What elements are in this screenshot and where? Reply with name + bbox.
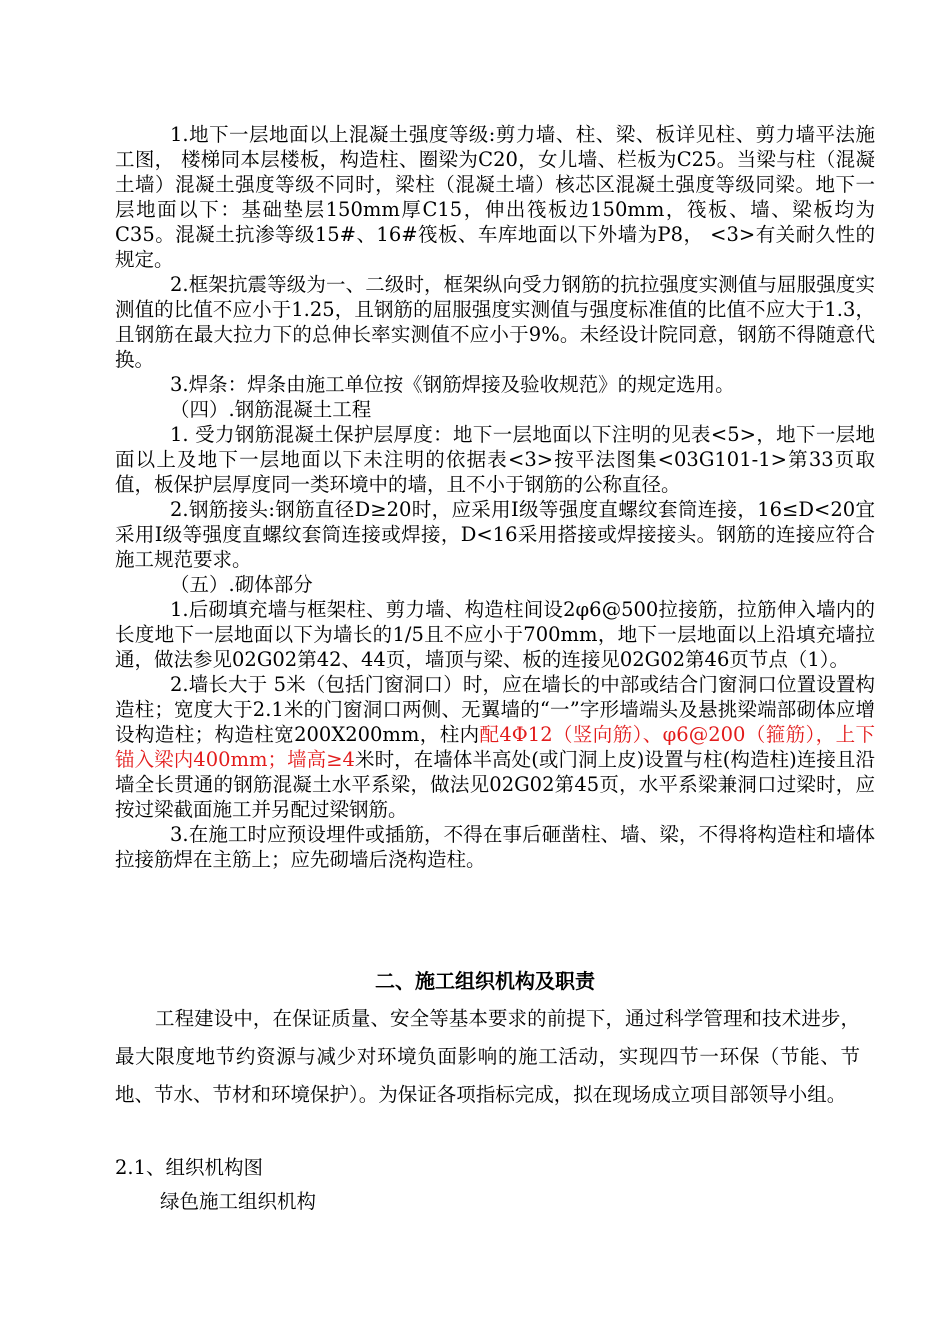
embedment-paragraph: 3.在施工时应预设埋件或插筋，不得在事后砸凿柱、墙、梁，不得将构造柱和墙体拉接筋焊在主筋上；应先砌墙后浇构造柱。 — [115, 823, 875, 871]
highlighted-rebar-spec: 配4Φ12（竖向筋）、φ6@200（箍筋），上下锚入梁内400mm；墙高≥4 — [115, 723, 875, 771]
construction-column-paragraph — [115, 672, 875, 822]
section-title: 二、施工组织机构及职责 — [375, 969, 595, 993]
organization-body: 工程建设中，在保证质量、安全等基本要求的前提下，通过科学管理和技术进步，最大限度地节约资源与减少对环境负面影响的施工活动，实现四节一环保（节能、节地、节水、节材和环境保护）。为保证各项指标完成，拟在现场成立项目部领导小组。 — [115, 1007, 860, 1106]
spec-notes — [115, 122, 875, 872]
section-heading-5: （五）.砌体部分 — [170, 573, 313, 596]
seismic-rebar-paragraph: 2.框架抗震等级为一、二级时，框架纵向受力钢筋的抗拉强度实测值与屈服强度实测值的比值不应小于1.25，且钢筋的屈服强度实测值与强度标准值的比值不应大于1.3，且钢筋在最大拉力下的总伸长率实测值不应小于9%。未经设计院同意，钢筋不得随意代换。 — [115, 273, 875, 371]
rebar-splice-paragraph: 2.钢筋接头:钢筋直径D≥20时，应采用Ⅰ级等强度直螺纹套筒连接，16≤D<20宜采用Ⅰ级等强度直螺纹套筒连接或焊接，D<16采用搭接或焊接接头。钢筋的连接应符合施工规范要求。 — [115, 498, 875, 571]
construction-column-text-b: 米时，在墙体半高处(或门洞上皮)设置与柱(构造柱)连接且沿墙全长贯通的钢筋混凝土水平系梁，做法见02G02第45页，水平系梁兼洞口过梁时，应按过梁截面施工并另配过梁钢筋。 — [115, 748, 876, 821]
organization-intro — [115, 1000, 860, 1114]
concrete-grade-paragraph: 1.地下一层地面以上混凝土强度等级:剪力墙、柱、梁、板详见柱、剪力墙平法施工图， 楼梯同本层楼板，构造柱、圈梁为C20，女儿墙、栏板为C25。当梁与柱（混凝土墙）混凝土强度等级不同时，梁柱（混凝土墙）核芯区混凝土强度等级同梁。地下一层地面以下：基础垫层150mm厚C15，伸出筏板边150mm，筏板、墙、梁板均为C35。混凝土抗渗等级15#、16#筏板、车库地面以下外墙为P8， <3>有关耐久性的规定。 — [115, 123, 875, 271]
infill-wall-paragraph: 1.后砌填充墙与框架柱、剪力墙、构造柱间设2φ6@500拉接筋，拉筋伸入墙内的长度地下一层地面以下为墙长的1/5且不应小于700mm，地下一层地面以上沿填充墙拉通，做法参见02G02第42、44页，墙顶与梁、板的连接见02G02第46页节点（1）。 — [115, 598, 875, 671]
construction-column-text-a: 2.墙长大于 5米（包括门窗洞口）时，应在墙长的中部或结合门窗洞口位置设置构造柱；宽度大于2.1米的门窗洞口两侧、无翼墙的“一”字形墙端头及悬挑梁端部砌体应增设构造柱；构造柱宽200X200mm，柱内 — [115, 673, 875, 746]
section-heading-4: （四）.钢筋混凝土工程 — [170, 398, 372, 421]
cover-thickness-paragraph: 1. 受力钢筋混凝土保护层厚度：地下一层地面以下注明的见表<5>，地下一层地面以上及地下一层地面以下未注明的依据表<3>按平法图集<03G101-1>第33页取值，板保护层厚度同一类环境中的墙，且不小于钢筋的公称直径。 — [115, 423, 875, 496]
welding-paragraph: 3.焊条：焊条由施工单位按《钢筋焊接及验收规范》的规定选用。 — [170, 373, 735, 396]
chart-caption: 绿色施工组织机构 — [160, 1190, 317, 1213]
subsection-title: 2.1、组织机构图 — [115, 1156, 264, 1179]
